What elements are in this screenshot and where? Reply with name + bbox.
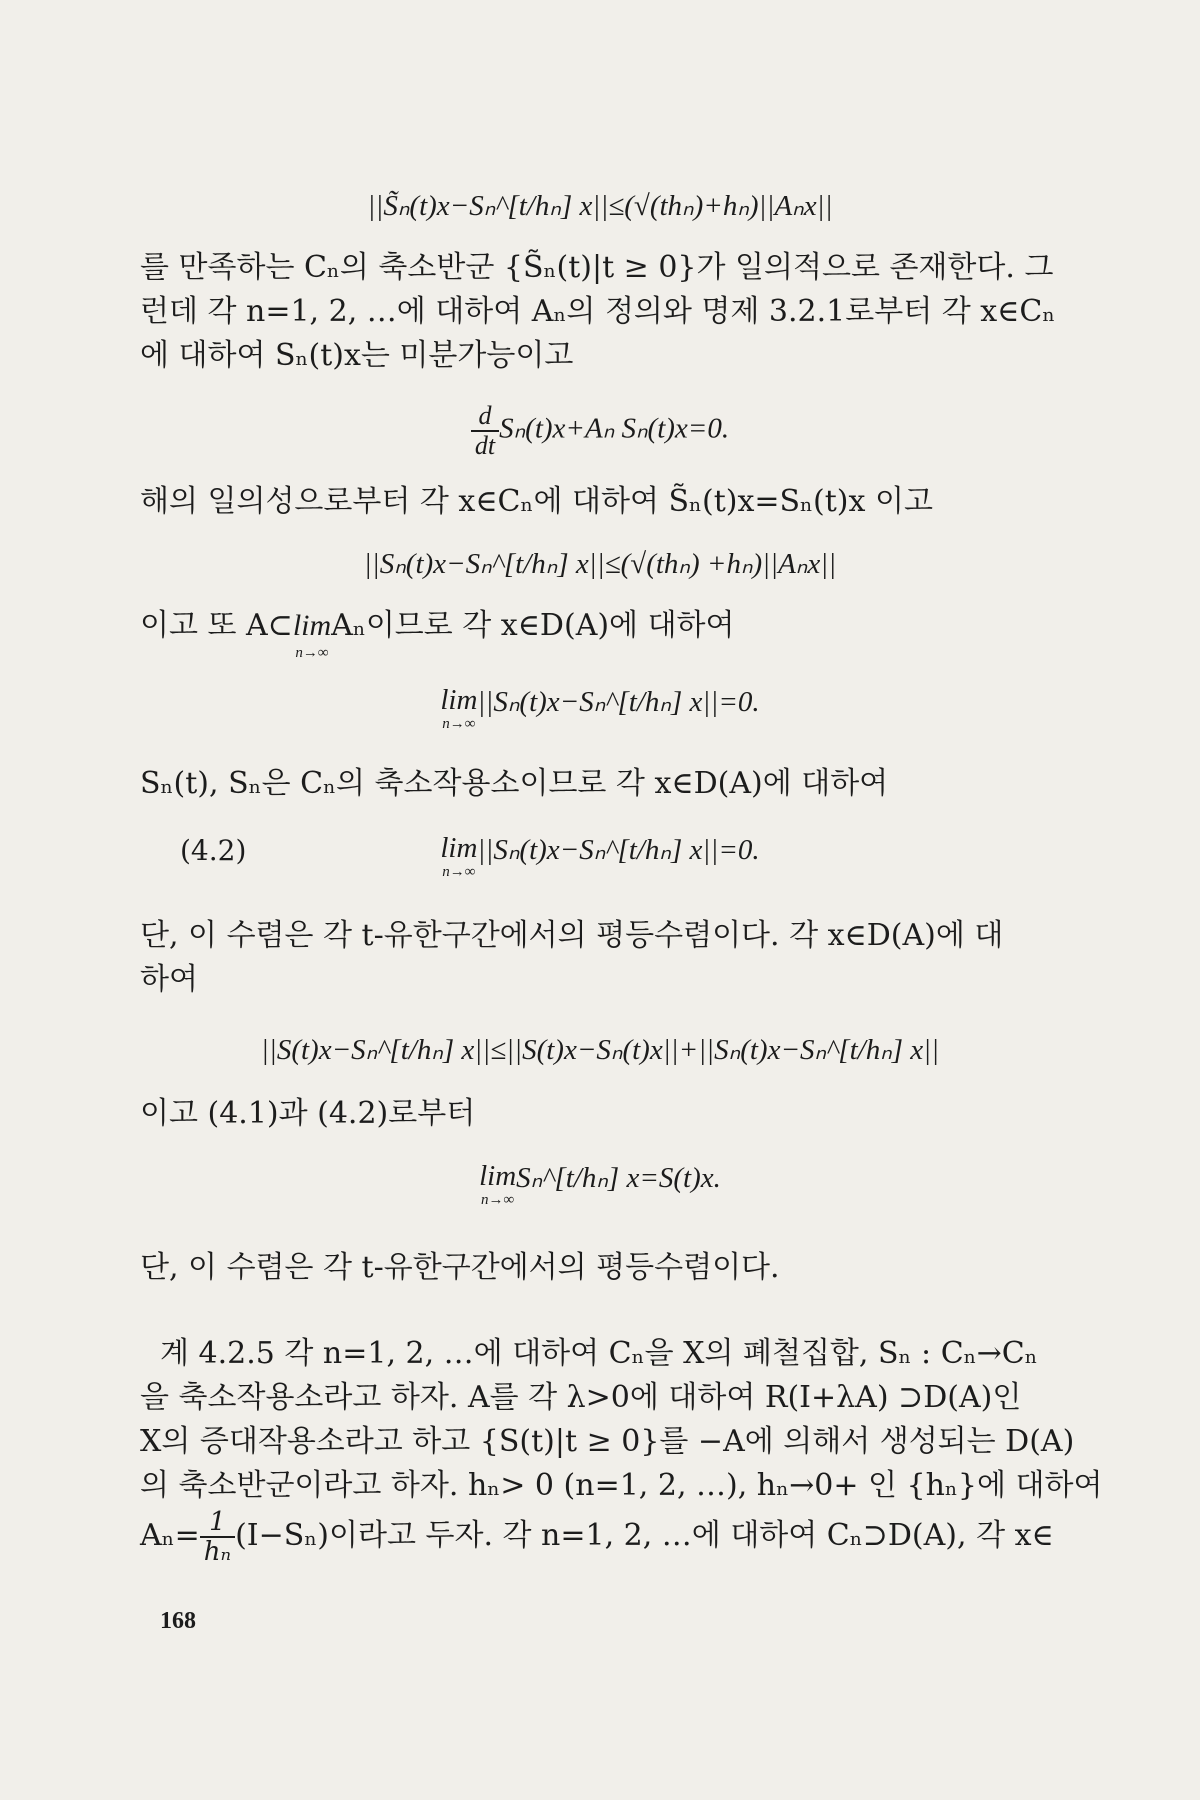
paragraph-line: 에 대하여 Sₙ(t)x는 미분가능이고 [140, 338, 574, 373]
paragraph-line: 단, 이 수렴은 각 t-유한구간에서의 평등수렴이다. 각 x∈D(A)에 대 [140, 918, 1004, 953]
text-span: 이고 또 A⊂ [140, 608, 293, 643]
text-span: (I−Sₙ)이라고 두자. 각 n=1, 2, …에 대하여 Cₙ⊃D(A), 각 x∈ [235, 1518, 1054, 1553]
limit-subscript: n→∞ [481, 1192, 515, 1208]
corollary-line: 을 축소작용소라고 하자. A를 각 λ>0에 대하여 R(I+λA) ⊃D(A)인 [140, 1380, 1022, 1415]
paragraph-line: Sₙ(t), Sₙ은 Cₙ의 축소작용소이므로 각 x∈D(A)에 대하여 [140, 766, 889, 801]
limit-operator [293, 606, 331, 660]
fraction-numerator: 1 [200, 1508, 235, 1538]
paragraph-line: 해의 일의성으로부터 각 x∈Cₙ에 대하여 S̃ₙ(t)x=Sₙ(t)x 이고 [140, 484, 933, 519]
limit-text: lim [292, 609, 332, 642]
text-span: Aₙ이므로 각 x∈D(A)에 대하여 [331, 608, 735, 643]
equation-5-body: ||Sₙ(t)x−Sₙ^[t/hₙ] x||=0. [477, 834, 760, 866]
limit-text: lim [440, 684, 478, 716]
corollary-line [140, 1508, 1060, 1566]
paragraph-line [140, 606, 1060, 660]
paragraph-line: 단, 이 수렴은 각 t-유한구간에서의 평등수렴이다. [140, 1250, 780, 1285]
limit-text: lim [479, 1160, 517, 1192]
equation-5 [0, 832, 1200, 879]
fraction [200, 1508, 235, 1566]
fraction-denominator: dt [474, 431, 496, 460]
fraction-numerator: d [471, 402, 499, 432]
limit-subscript: n→∞ [442, 716, 476, 732]
paragraph-line: 이고 (4.1)과 (4.2)로부터 [140, 1096, 476, 1131]
paragraph-line: 를 만족하는 Cₙ의 축소반군 {S̃ₙ(t)|t ≥ 0}가 일의적으로 존재한다. 그 [140, 250, 1054, 285]
equation-2 [0, 402, 1200, 460]
limit-subscript: n→∞ [295, 645, 329, 661]
limit-operator [479, 1160, 516, 1207]
paragraph-line: 런데 각 n=1, 2, …에 대하여 Aₙ의 정의와 명제 3.2.1로부터 각 x∈Cₙ [140, 294, 1056, 329]
equation-6: ||S(t)x−Sₙ^[t/hₙ] x||≤||S(t)x−Sₙ(t)x||+||Sₙ(t)x−Sₙ^[t/hₙ] x|| [260, 1034, 940, 1066]
limit-operator [440, 832, 477, 879]
corollary-line: 계 4.2.5 각 n=1, 2, …에 대하여 Cₙ을 X의 폐철집합, Sₙ : Cₙ→Cₙ [160, 1336, 1038, 1371]
limit-operator [440, 684, 477, 731]
equation-3: ||Sₙ(t)x−Sₙ^[t/hₙ] x||≤(√(thₙ) +hₙ)||Aₙx|| [363, 548, 837, 580]
equation-4 [0, 684, 1200, 731]
equation-number: (4.2) [180, 834, 247, 867]
equation-7-body: Sₙ^[t/hₙ] x=S(t)x. [516, 1162, 721, 1194]
equation-4-body: ||Sₙ(t)x−Sₙ^[t/hₙ] x||=0. [477, 686, 760, 718]
limit-text: lim [440, 832, 478, 864]
derivative-fraction [471, 402, 499, 460]
equation-1: ||S̃ₙ(t)x−Sₙ^[t/hₙ] x||≤(√(thₙ)+hₙ)||Aₙx|| [367, 190, 833, 222]
corollary-line: X의 증대작용소라고 하고 {S(t)|t ≥ 0}를 −A에 의해서 생성되는 D(A) [140, 1424, 1075, 1459]
page-number: 168 [160, 1608, 196, 1634]
text-span: Aₙ= [140, 1518, 200, 1553]
corollary-line: 의 축소반군이라고 하자. hₙ> 0 (n=1, 2, …), hₙ→0+ 인 {hₙ}에 대하여 [140, 1468, 1103, 1503]
equation-7 [0, 1160, 1200, 1207]
fraction-denominator: hₙ [203, 1537, 232, 1567]
equation-2-body: Sₙ(t)x+Aₙ Sₙ(t)x=0. [499, 412, 730, 445]
limit-subscript: n→∞ [442, 864, 476, 880]
paragraph-line: 하여 [140, 962, 198, 997]
